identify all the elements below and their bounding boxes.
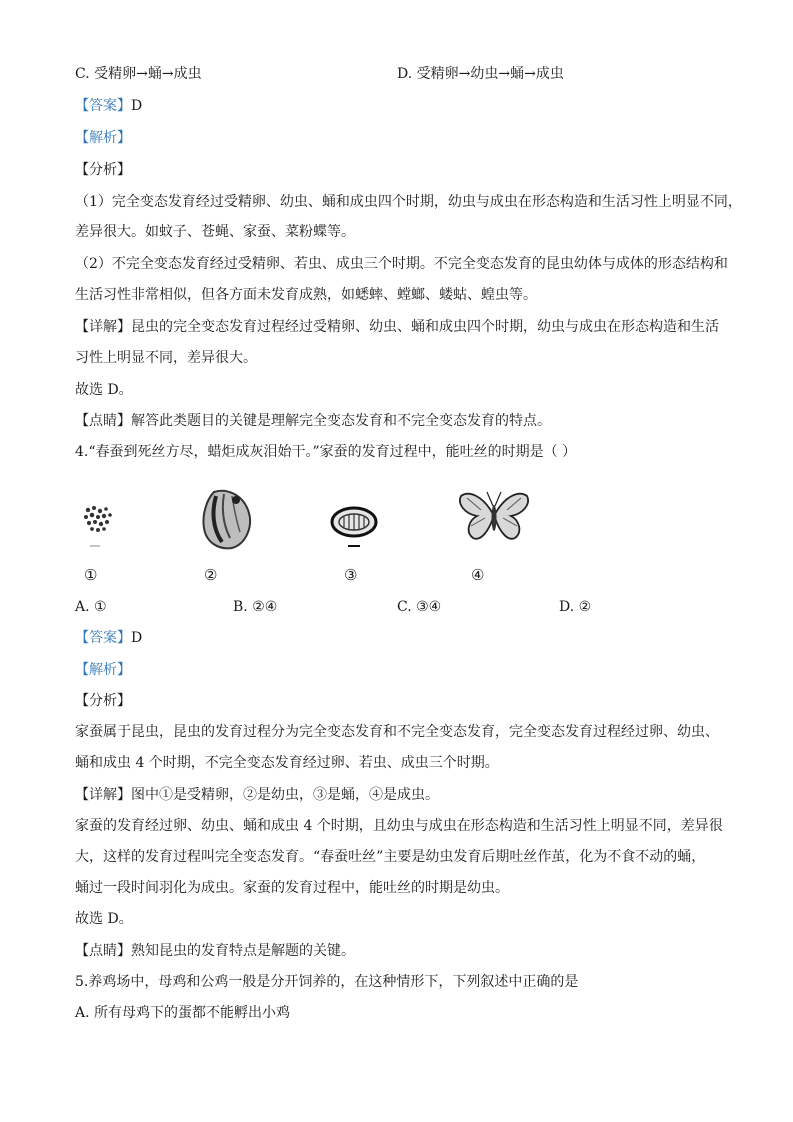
q4-option-b: B. ②④	[233, 599, 278, 615]
q3-answer	[75, 96, 142, 116]
larva-figure	[196, 486, 258, 552]
q4-stem: 4.“春蚕到死丝方尽，蜡炬成灰泪始干。”家蚕的发育过程中，能吐丝的时期是（ ）	[75, 444, 577, 460]
q3-option-c: C. 受精卵→蛹→成虫	[75, 66, 202, 82]
q4-detail-line4: 蛹过一段时间羽化为成虫。家蚕的发育过程中，能吐丝的时期是幼虫。	[75, 880, 509, 896]
q3-para2-line2: 生活习性非常相似，但各方面未发育成熟，如蟋蟀、螳螂、蝼蛄、蝗虫等。	[75, 287, 537, 303]
q3-fenxi-heading: 【分析】	[75, 162, 131, 178]
q4-detail-line3: 大，这样的发育过程叫完全变态发育。“春蚕吐丝”主要是幼虫发育后期吐丝作茧，化为不食不动的蛹，	[75, 849, 706, 865]
q3-tip: 【点睛】解答此类题目的关键是理解完全变态发育和不完全变态发育的特点。	[75, 413, 551, 429]
q4-answer	[75, 628, 142, 648]
q4-analysis-tag: 【解析】	[75, 662, 131, 678]
answer-tag: 【答案】	[75, 630, 131, 646]
q3-para1-line1: （1）完全变态发育经过受精卵、幼虫、蛹和成虫四个时期，幼虫与成虫在形态构造和生活习性上明显不同，	[75, 194, 742, 210]
answer-value: D	[131, 98, 143, 114]
q3-choose: 故选 D。	[75, 382, 133, 398]
q4-tip: 【点睛】熟知昆虫的发育特点是解题的关键。	[75, 943, 355, 959]
q3-detail-line1: 【详解】昆虫的完全变态发育过程经过受精卵、幼虫、蛹和成虫四个时期，幼虫与成虫在形态构造和生活	[75, 319, 719, 335]
figure-label-1: ①	[84, 566, 98, 584]
q4-para1-line1: 家蚕属于昆虫，昆虫的发育过程分为完全变态发育和不完全变态发育，完全变态发育过程经过卵、幼虫、	[75, 724, 719, 740]
q3-para1-line2: 差异很大。如蚊子、苍蝇、家蚕、菜粉蝶等。	[75, 224, 355, 240]
figure-label-2: ②	[204, 566, 218, 584]
q3-para2-line1: （2）不完全变态发育经过受精卵、若虫、成虫三个时期。不完全变态发育的昆虫幼体与成体的形态结构和	[75, 256, 728, 272]
q4-option-c: C. ③④	[397, 599, 442, 615]
q4-option-a: A. ①	[75, 599, 107, 615]
q4-detail-line2: 家蚕的发育经过卵、幼虫、蛹和成虫 4 个时期，且幼虫与成虫在形态构造和生活习性上明显不同，差异很	[75, 818, 723, 834]
pupa-figure	[328, 500, 384, 550]
q4-option-d: D. ②	[559, 599, 592, 615]
q4-choose: 故选 D。	[75, 911, 133, 927]
q3-option-d: D. 受精卵→幼虫→蛹→成虫	[397, 66, 564, 82]
q4-para1-line2: 蛹和成虫 4 个时期，不完全变态发育经过卵、若虫、成虫三个时期。	[75, 755, 499, 771]
q5-stem: 5.养鸡场中，母鸡和公鸡一般是分开饲养的，在这种情形下，下列叙述中正确的是	[75, 974, 579, 990]
q5-option-a: A. 所有母鸡下的蛋都不能孵出小鸡	[75, 1005, 291, 1021]
moth-figure	[455, 486, 531, 548]
answer-tag: 【答案】	[75, 98, 131, 114]
q4-fenxi-heading: 【分析】	[75, 693, 131, 709]
answer-value: D	[131, 630, 143, 646]
q3-analysis-tag: 【解析】	[75, 130, 131, 146]
egg-cluster-figure	[78, 500, 120, 550]
q3-detail-line2: 习性上明显不同，差异很大。	[75, 350, 257, 366]
figure-label-4: ④	[471, 566, 485, 584]
q4-detail-line1: 【详解】图中①是受精卵，②是幼虫，③是蛹，④是成虫。	[75, 787, 439, 803]
figure-label-3: ③	[344, 566, 358, 584]
